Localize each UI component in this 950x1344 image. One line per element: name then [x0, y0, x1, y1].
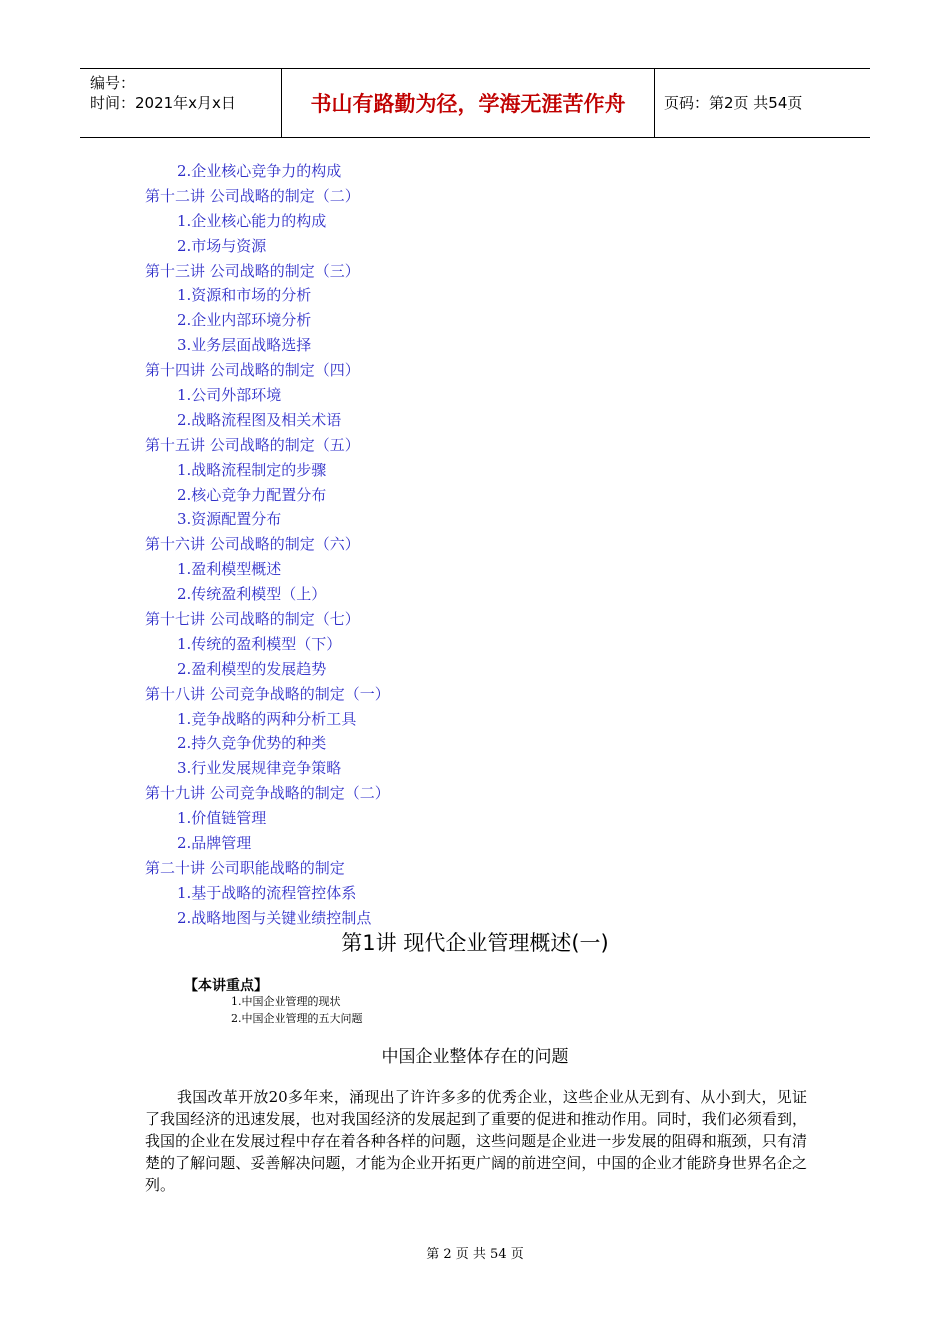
toc-subitem[interactable]: 2.盈利模型的发展趋势 — [177, 659, 327, 678]
body-paragraph: 我国改革开放20多年来，涌现出了许许多多的优秀企业，这些企业从无到有、从小到大，见证了我国经济的迅速发展，也对我国经济的发展起到了重要的促进和推动作用。同时，我们必须看到，我国的企业在发展过程中存在着各种各样的问题，这些问题是企业进一步发展的阻碍和瓶颈，只有清楚的了解问题、妥善解决问题，才能为企业开拓更广阔的前进空间，中国的企业才能跻身世界名企之列。 — [145, 1088, 807, 1194]
header-page-number: 页码：第2页 共54页 — [664, 94, 803, 112]
toc-subitem[interactable]: 2.核心竞争力配置分布 — [177, 485, 327, 504]
toc-lecture-heading[interactable]: 第十六讲 公司战略的制定（六） — [145, 535, 360, 554]
page-header — [80, 68, 870, 138]
toc-subitem[interactable]: 2.战略地图与关键业绩控制点 — [177, 908, 372, 927]
toc-subitem[interactable]: 1.价值链管理 — [177, 809, 267, 828]
lesson-title: 第1讲 现代企业管理概述(一) — [341, 931, 609, 955]
document-number-label: 编号： — [90, 74, 136, 92]
keypoints-label: 【本讲重点】 — [184, 978, 268, 994]
toc-subitem[interactable]: 2.传统盈利模型（上） — [177, 585, 327, 604]
toc-subitem[interactable]: 3.业务层面战略选择 — [177, 336, 312, 355]
toc-lecture-heading[interactable]: 第十八讲 公司竞争战略的制定（一） — [145, 684, 390, 703]
document-date-label: 时间：2021年x月x日 — [90, 94, 236, 112]
toc-subitem[interactable]: 2.市场与资源 — [177, 236, 267, 255]
toc-subitem[interactable]: 1.盈利模型概述 — [177, 560, 282, 579]
toc-lecture-heading[interactable]: 第十五讲 公司战略的制定（五） — [145, 435, 360, 454]
toc-subitem[interactable]: 1.战略流程制定的步骤 — [177, 460, 327, 479]
toc-subitem[interactable]: 1.竞争战略的两种分析工具 — [177, 709, 357, 728]
toc-subitem[interactable]: 1.公司外部环境 — [177, 386, 282, 405]
toc-lecture-heading[interactable]: 第十二讲 公司战略的制定（二） — [145, 186, 360, 205]
toc-subitem[interactable]: 3.资源配置分布 — [177, 510, 282, 529]
toc-subitem[interactable]: 2.战略流程图及相关术语 — [177, 410, 342, 429]
toc-lecture-heading[interactable]: 第十四讲 公司战略的制定（四） — [145, 361, 360, 380]
keypoint-item: 2.中国企业管理的五大问题 — [231, 1012, 363, 1025]
toc-lecture-heading[interactable]: 第十九讲 公司竞争战略的制定（二） — [145, 784, 390, 803]
toc-lecture-heading[interactable]: 第二十讲 公司职能战略的制定 — [145, 858, 345, 877]
section-title: 中国企业整体存在的问题 — [381, 1047, 569, 1067]
keypoint-item: 1.中国企业管理的现状 — [231, 995, 341, 1008]
toc-subitem[interactable]: 1.传统的盈利模型（下） — [177, 634, 342, 653]
toc-subitem[interactable]: 1.资源和市场的分析 — [177, 286, 312, 305]
toc-subitem[interactable]: 2.企业内部环境分析 — [177, 311, 312, 330]
table-of-contents — [145, 159, 805, 931]
toc-subitem[interactable]: 1.基于战略的流程管控体系 — [177, 883, 357, 902]
header-meta — [80, 69, 280, 137]
toc-lecture-heading[interactable]: 第十七讲 公司战略的制定（七） — [145, 610, 360, 629]
header-motto: 书山有路勤为径，学海无涯苦作舟 — [281, 69, 655, 137]
toc-subitem[interactable]: 1.企业核心能力的构成 — [177, 211, 327, 230]
toc-subitem[interactable]: 2.持久竞争优势的种类 — [177, 734, 327, 753]
toc-subitem[interactable]: 2.企业核心竞争力的构成 — [177, 162, 342, 180]
page-footer: 第 2 页 共 54 页 — [426, 1247, 524, 1262]
toc-lecture-heading[interactable]: 第十三讲 公司战略的制定（三） — [145, 261, 360, 280]
toc-subitem[interactable]: 2.品牌管理 — [177, 834, 252, 853]
toc-subitem[interactable]: 3.行业发展规律竞争策略 — [177, 759, 342, 778]
